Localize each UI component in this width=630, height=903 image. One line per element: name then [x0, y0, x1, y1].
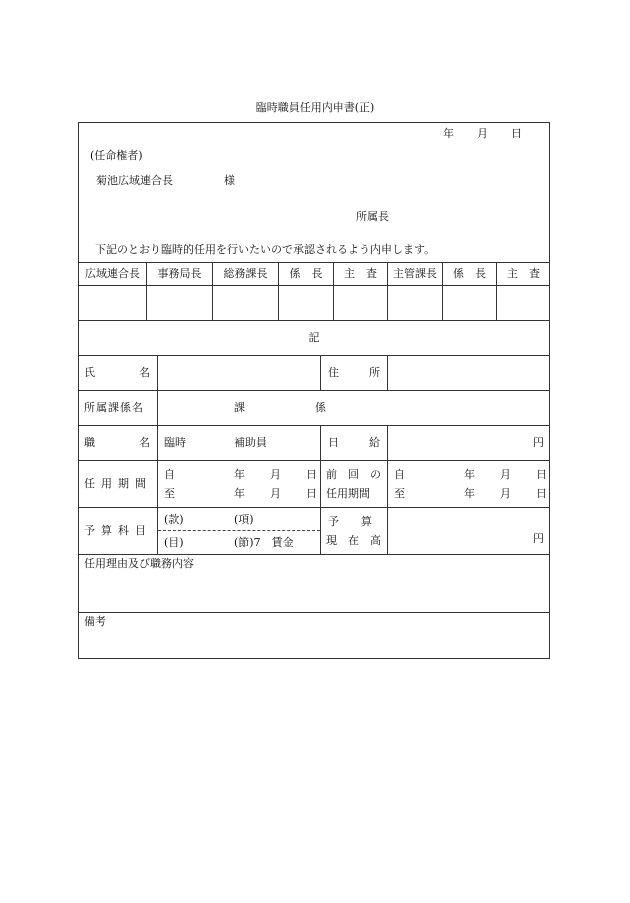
prev-from-day: 日	[536, 468, 547, 481]
budget-moku: (目)	[164, 536, 184, 549]
budget-balance-yen: 円	[533, 532, 544, 545]
prev-from: 自	[394, 468, 405, 481]
rule-budget-dashed	[158, 530, 320, 531]
approval-label: 主 査	[507, 267, 540, 280]
period-to-year: 年	[234, 487, 245, 500]
date-month: 月	[477, 127, 488, 140]
previous-label-1: 前 回 の	[326, 468, 381, 481]
period-label: 任用期間	[84, 477, 152, 490]
period-from-day: 日	[306, 468, 317, 481]
request-statement: 下記のとおり臨時的任用を行いたいので承認されるよう内申します。	[95, 243, 436, 256]
budget-item-label: 予算科目	[84, 524, 152, 537]
ki-heading: 記	[308, 331, 320, 344]
period-from-month: 月	[270, 468, 281, 481]
approval-label: 主管課長	[393, 267, 437, 280]
rule-row	[78, 507, 550, 508]
rule-col	[320, 425, 321, 554]
approval-label: 事務局長	[157, 267, 202, 280]
approval-label: 広域連合長	[85, 267, 140, 280]
daily-wage-label: 日 給	[328, 436, 380, 449]
rule-row	[78, 612, 550, 613]
rule-row	[78, 460, 550, 461]
rule-approvals-top	[78, 262, 550, 263]
address-label: 住 所	[328, 366, 380, 379]
daily-wage-yen: 円	[533, 436, 544, 449]
prev-from-year: 年	[464, 468, 475, 481]
approval-label: 主 査	[344, 267, 377, 280]
period-to: 至	[164, 487, 175, 500]
budget-balance-label-2: 現 在 高	[326, 534, 381, 547]
name-label: 氏 名	[84, 366, 150, 379]
prev-to-month: 月	[500, 487, 511, 500]
rule-row	[78, 425, 550, 426]
honorific-sama: 様	[224, 174, 235, 187]
approval-label: 総務課長	[223, 267, 268, 280]
job-value-temp: 臨時	[164, 436, 186, 449]
reason-label: 任用理由及び職務内容	[84, 557, 194, 570]
prev-to-year: 年	[464, 487, 475, 500]
budget-kan: (款)	[164, 513, 184, 526]
dept-head-label: 所属長	[356, 210, 389, 223]
section-kakari: 係	[315, 401, 326, 414]
section-label: 所属課係名	[84, 401, 144, 414]
prev-to: 至	[394, 487, 405, 500]
rule-row	[78, 390, 550, 391]
rule-approvals-mid	[78, 285, 550, 286]
document-title: 臨時職員任用内申書(正)	[255, 101, 375, 114]
approval-label: 係 長	[289, 267, 323, 280]
addressee: 菊池広域連合長	[96, 174, 173, 187]
rule-col	[387, 355, 388, 390]
approval-label: 係 長	[453, 267, 486, 280]
rule-approvals-bottom	[78, 320, 550, 321]
section-ka: 課	[234, 401, 245, 414]
period-from: 自	[164, 468, 175, 481]
budget-balance-label-1: 予 算	[328, 515, 372, 528]
rule-row	[78, 554, 550, 555]
date-day: 日	[511, 127, 522, 140]
rule-col	[387, 425, 388, 554]
period-to-month: 月	[270, 487, 281, 500]
date-year: 年	[443, 127, 454, 140]
previous-label-2: 任用期間	[326, 487, 370, 500]
prev-from-month: 月	[500, 468, 511, 481]
prev-to-day: 日	[536, 487, 547, 500]
period-from-year: 年	[234, 468, 245, 481]
rule-row	[78, 355, 550, 356]
budget-kou: (項)	[234, 513, 254, 526]
job-title-label: 職 名	[84, 436, 150, 449]
appointer-label: (任命権者)	[90, 149, 143, 162]
remarks-label: 備考	[84, 615, 106, 628]
rule-label-col	[157, 355, 158, 554]
period-to-day: 日	[306, 487, 317, 500]
rule-col	[320, 355, 321, 390]
job-value-assistant: 補助員	[234, 436, 267, 449]
budget-setsu: (節)7 賃金	[234, 536, 294, 549]
